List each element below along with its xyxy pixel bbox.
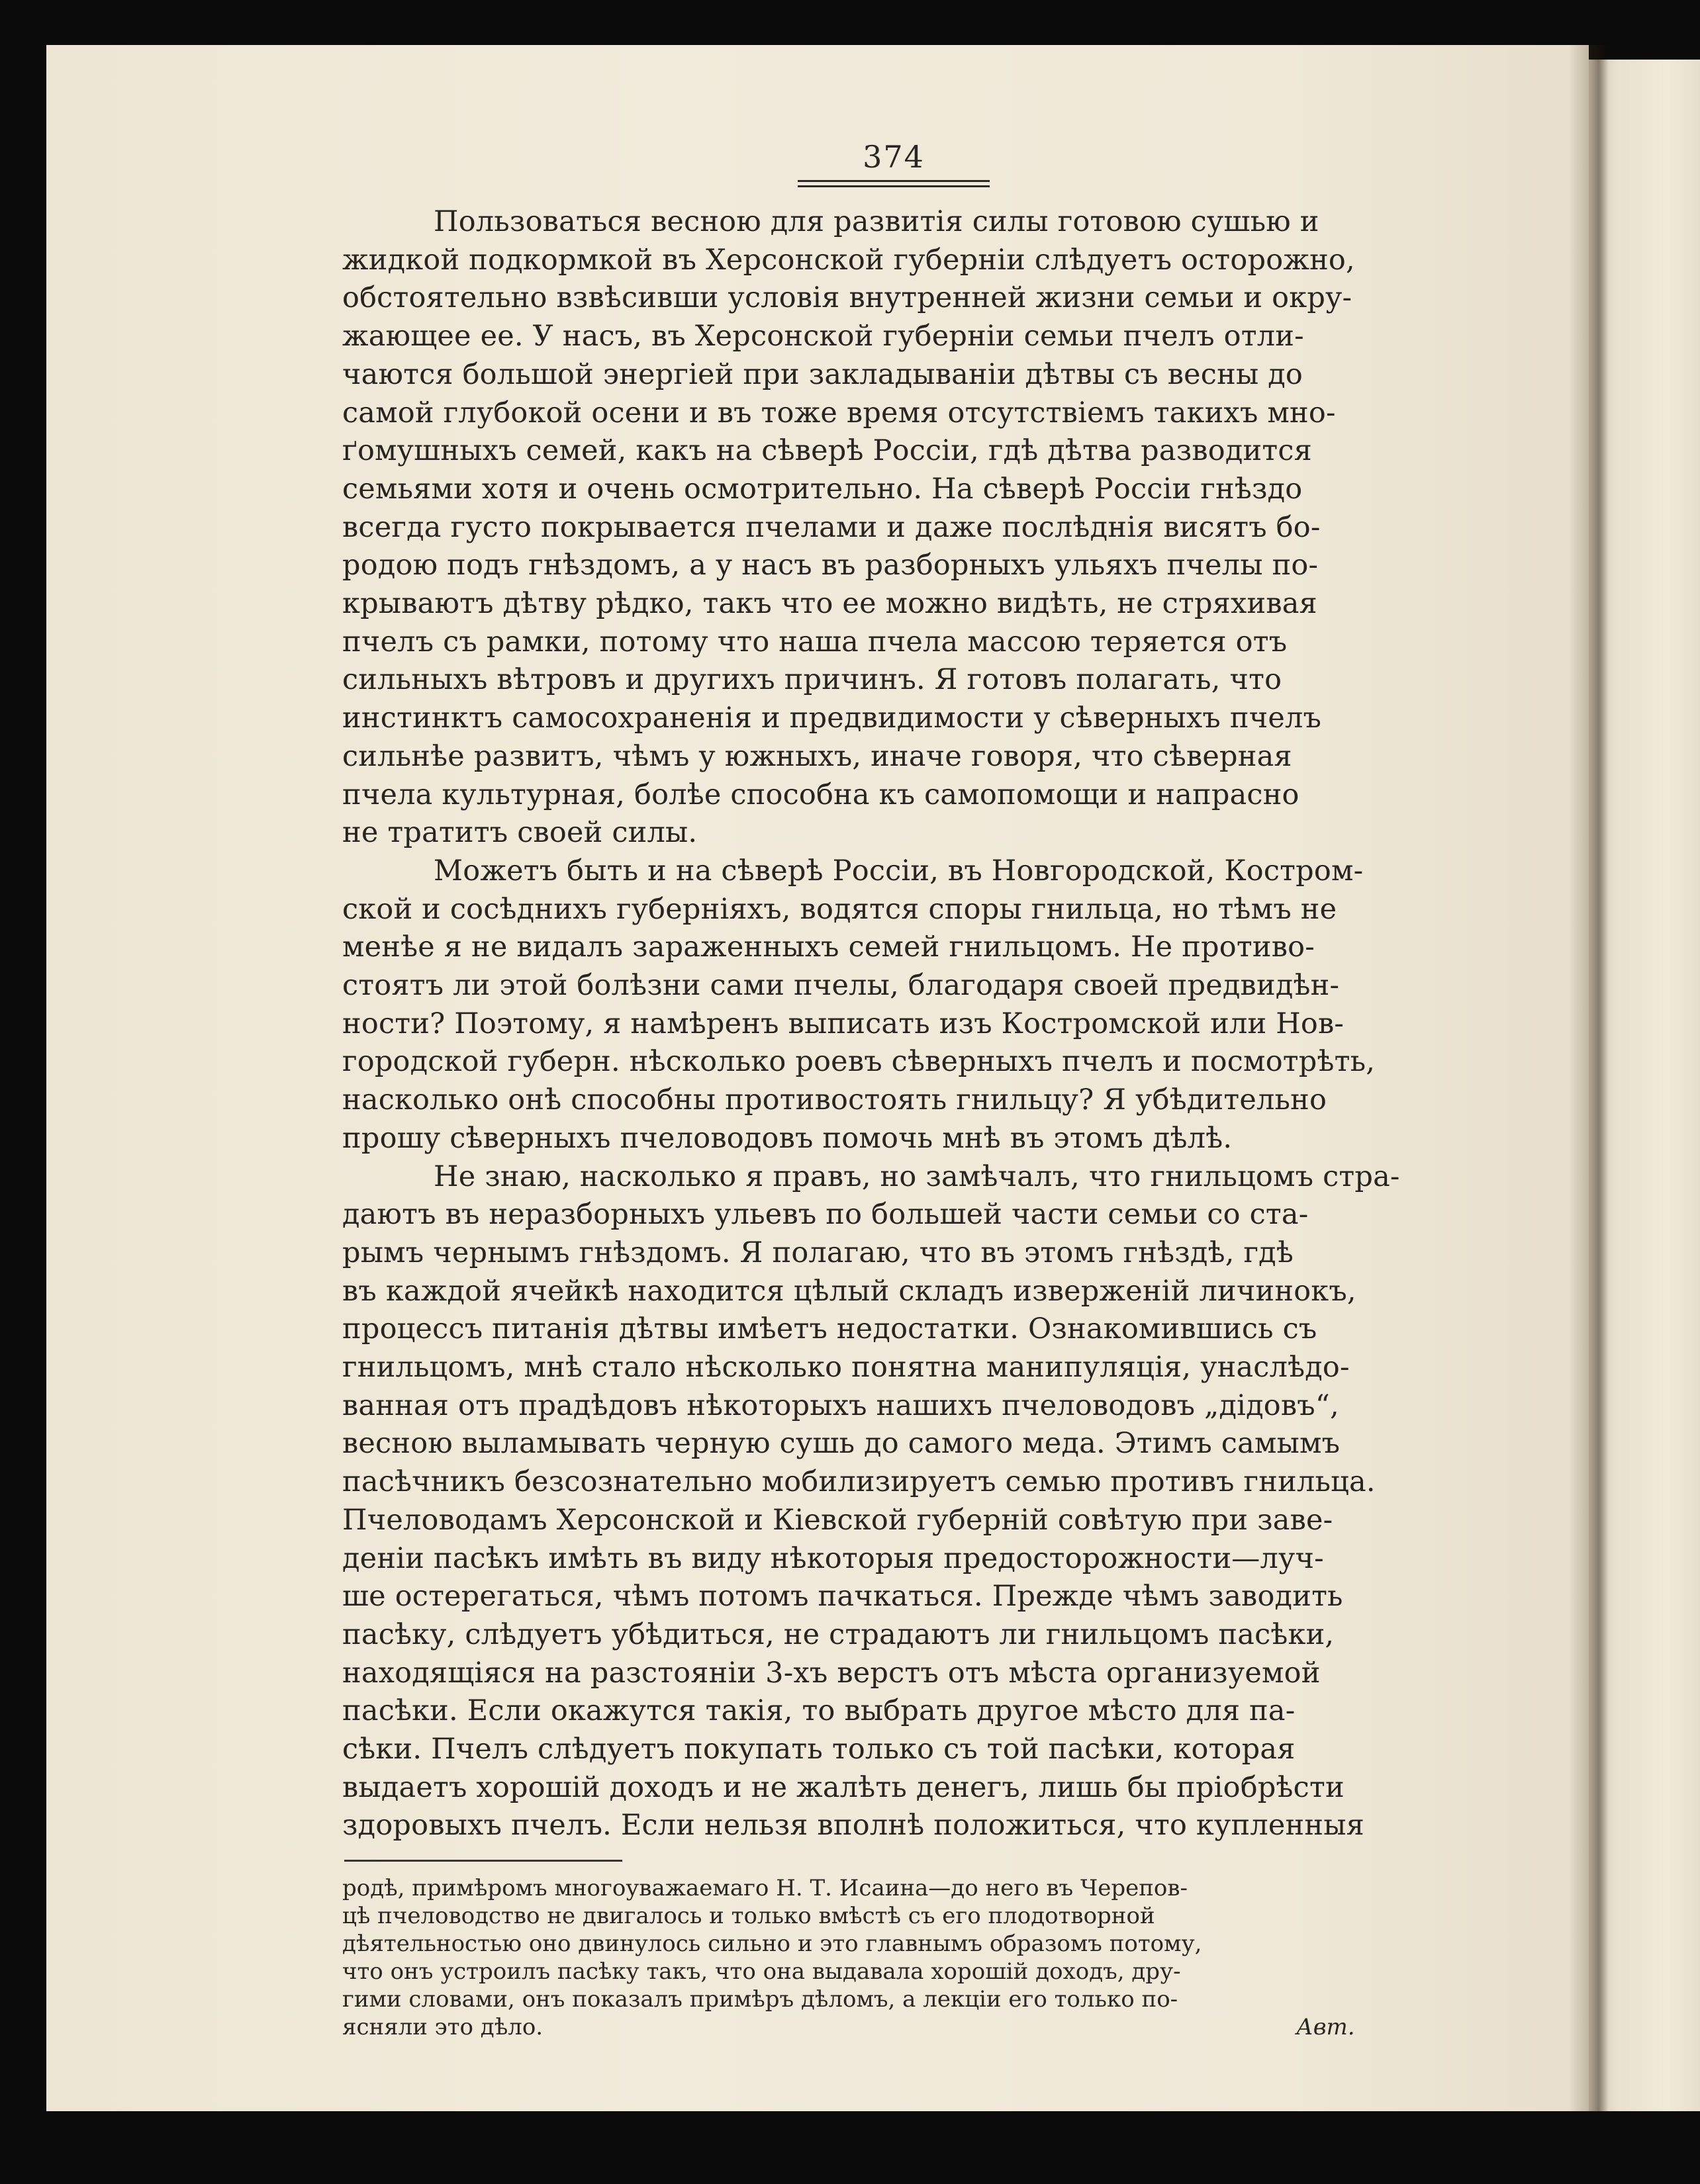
- page-gutter-shadow: [1569, 45, 1609, 2111]
- text-line: родою подъ гнѣздомъ, а у насъ въ разборныхъ ульяхъ пчелы по-: [342, 549, 1319, 582]
- footnote-line: дѣятельностью оно двинулось сильно и это главнымъ образомъ потому,: [342, 1931, 1202, 1958]
- page-number: 374: [863, 139, 925, 175]
- text-line: пчела культурная, болѣе способна къ самопомощи и напрасно: [342, 778, 1299, 811]
- footnote-signature: Авт.: [1296, 2014, 1355, 2041]
- text-line: ґомушныхъ семей, какъ на сѣверѣ Россіи, гдѣ дѣтва разводится: [342, 434, 1312, 468]
- text-line: сѣки. Пчелъ слѣдуетъ покупать только съ той пасѣки, которая: [342, 1733, 1296, 1766]
- text-line: ше остерегаться, чѣмъ потомъ пачкаться. Прежде чѣмъ заводить: [342, 1580, 1343, 1614]
- page-number-rule-top: [798, 180, 990, 182]
- text-line: городской губерн. нѣсколько роевъ сѣверныхъ пчелъ и посмотрѣть,: [342, 1045, 1376, 1079]
- text-line: менѣе я не видалъ зараженныхъ семей гнильцомъ. Не противо-: [342, 931, 1315, 964]
- text-line: насколько онѣ способны противостоять гнильцу? Я убѣдительно: [342, 1083, 1327, 1117]
- text-line: крываютъ дѣтву рѣдко, такъ что ее можно видѣть, не стряхивая: [342, 587, 1317, 620]
- footnote-line: родѣ, примѣромъ многоуважаемаго Н. Т. Исаина—до него въ Черепов-: [342, 1875, 1188, 1902]
- text-line: Не знаю, насколько я правъ, но замѣчалъ, что гнильцомъ стра-: [434, 1160, 1400, 1193]
- text-line: пасѣчникъ безсознательно мобилизируетъ семью противъ гнильца.: [342, 1465, 1376, 1499]
- footnote-line: ясняли это дѣло.: [342, 2014, 543, 2041]
- text-line: деніи пасѣкъ имѣть въ виду нѣкоторыя предосторожности—луч-: [342, 1541, 1324, 1575]
- text-line: ской и сосѣднихъ губерніяхъ, водятся споры гнильца, но тѣмъ не: [342, 892, 1337, 926]
- text-line: пасѣки. Если окажутся такія, то выбрать другое мѣсто для па-: [342, 1694, 1296, 1728]
- text-line: находящіяся на разстояніи 3-хъ верстъ отъ мѣста организуемой: [342, 1656, 1321, 1690]
- text-line: обстоятельно взвѣсивши условія внутренней жизни семьи и окру-: [342, 281, 1352, 315]
- page-number-rule-bottom: [798, 185, 990, 187]
- text-line: семьями хотя и очень осмотрительно. На сѣверѣ Россіи гнѣздо: [342, 472, 1303, 506]
- text-line: гнильцомъ, мнѣ стало нѣсколько понятна манипуляція, унаслѣдо-: [342, 1351, 1350, 1384]
- text-line: всегда густо покрывается пчелами и даже послѣднія висятъ бо-: [342, 510, 1321, 544]
- text-line: сильнѣе развитъ, чѣмъ у южныхъ, иначе говоря, что сѣверная: [342, 739, 1292, 773]
- text-line: здоровыхъ пчелъ. Если нельзя вполнѣ положиться, что купленныя: [342, 1809, 1364, 1843]
- text-line: ванная отъ прадѣдовъ нѣкоторыхъ нашихъ пчеловодовъ „дідовъ“,: [342, 1388, 1339, 1422]
- text-line: даютъ въ неразборныхъ ульевъ по большей части семьи со ста-: [342, 1198, 1309, 1232]
- text-line: жающее ее. У насъ, въ Херсонской губерніи семьи пчелъ отли-: [342, 320, 1304, 353]
- text-line: чаются большой энергіей при закладываніи дѣтвы съ весны до: [342, 357, 1303, 391]
- text-line: самой глубокой осени и въ тоже время отсутствіемъ такихъ мно-: [342, 396, 1336, 430]
- text-line: въ каждой ячейкѣ находится цѣлый складъ изверженій личинокъ,: [342, 1274, 1356, 1308]
- text-line: пчелъ съ рамки, потому что наша пчела массою теряется отъ: [342, 625, 1288, 659]
- footnote-line: что онъ устроилъ пасѣку такъ, что она выдавала хорошій доходъ, дру-: [342, 1958, 1181, 1985]
- text-line: выдаетъ хорошій доходъ и не жалѣть денегъ, лишь бы пріобрѣсти: [342, 1770, 1345, 1804]
- text-line: сильныхъ вѣтровъ и другихъ причинъ. Я готовъ полагать, что: [342, 663, 1282, 697]
- text-line: Пользоваться весною для развитія силы готовою сушью и: [434, 205, 1319, 238]
- text-line: весною выламывать черную сушь до самого меда. Этимъ самымъ: [342, 1427, 1341, 1461]
- footnote-line: гими словами, онъ показалъ примѣръ дѣломъ, а лекціи его только по-: [342, 1986, 1178, 2013]
- text-line: Пчеловодамъ Херсонской и Кіевской губерній совѣтую при заве-: [342, 1503, 1333, 1537]
- text-line: рымъ чернымъ гнѣздомъ. Я полагаю, что въ этомъ гнѣздѣ, гдѣ: [342, 1236, 1294, 1269]
- text-line: процессъ питанія дѣтвы имѣетъ недостатки. Ознакомившись съ: [342, 1312, 1317, 1346]
- text-line: стоятъ ли этой болѣзни сами пчелы, благодаря своей предвидѣн-: [342, 969, 1340, 1002]
- text-line: инстинктъ самосохраненія и предвидимости у сѣверныхъ пчелъ: [342, 702, 1322, 735]
- text-line: Можетъ быть и на сѣверѣ Россіи, въ Новгородской, Костром-: [434, 854, 1364, 887]
- text-line: не тратитъ своей силы.: [342, 816, 698, 850]
- footnote-rule: [344, 1860, 622, 1862]
- footnote-line: цѣ пчеловодство не двигалось и только вмѣстѣ съ его плодотворной: [342, 1903, 1155, 1930]
- text-line: жидкой подкормкой въ Херсонской губерніи слѣдуетъ осторожно,: [342, 243, 1355, 277]
- text-line: пасѣку, слѣдуетъ убѣдиться, не страдаютъ ли гнильцомъ пасѣки,: [342, 1617, 1335, 1651]
- text-line: прошу сѣверныхъ пчеловодовъ помочь мнѣ въ этомъ дѣлѣ.: [342, 1121, 1233, 1155]
- text-line: ности? Поэтому, я намѣренъ выписать изъ Костромской или Нов-: [342, 1007, 1345, 1040]
